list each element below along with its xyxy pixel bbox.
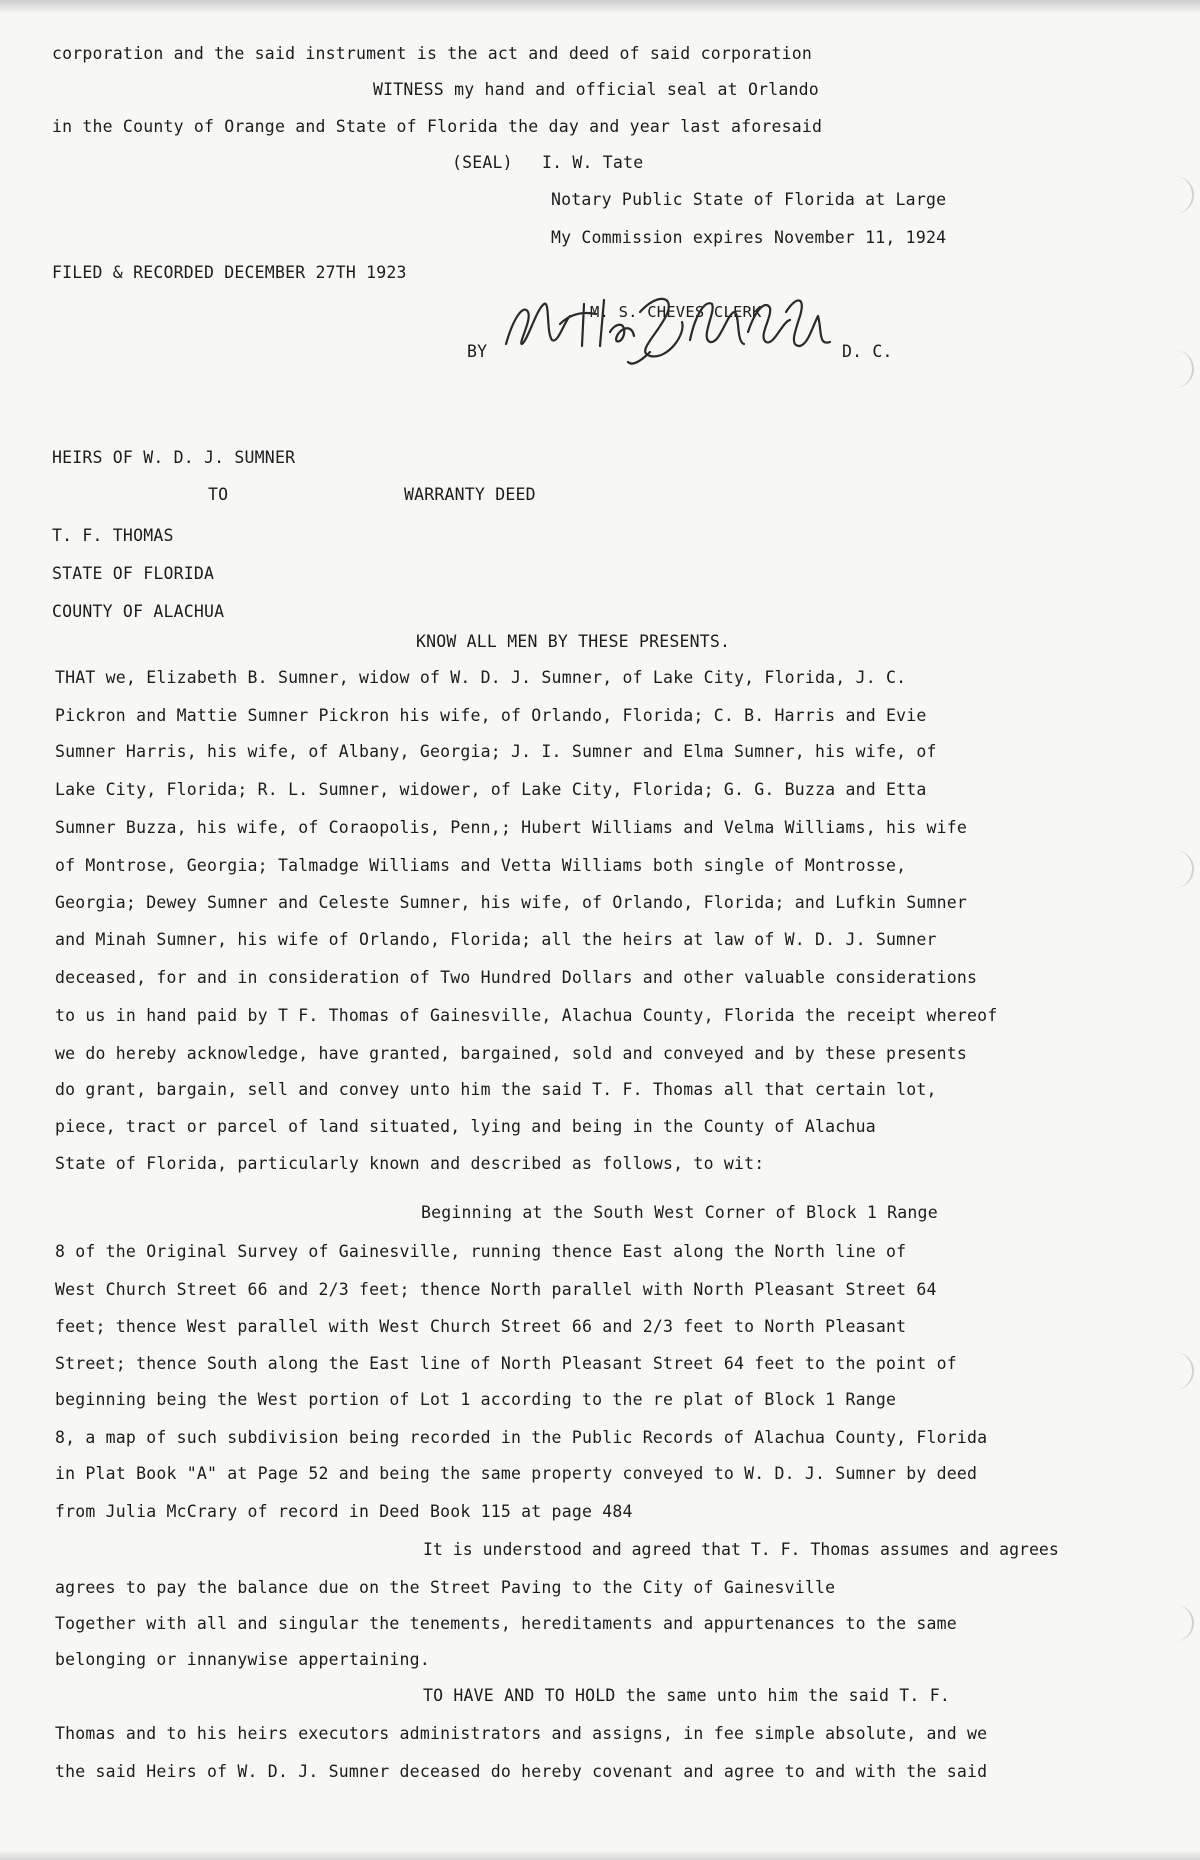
body-line: and Minah Sumner, his wife of Orlando, Florida; all the heirs at law of W. D. J. Sumner	[55, 930, 937, 949]
body-line: TO HAVE AND TO HOLD the same unto him the said T. F.	[423, 1686, 950, 1705]
body-line: Sumner Buzza, his wife, of Coraopolis, Penn,; Hubert Williams and Velma Williams, his wife	[55, 818, 968, 837]
to-heading: TO	[208, 485, 229, 504]
binder-hole-mark	[1170, 176, 1194, 214]
body-line: the said Heirs of W. D. J. Sumner deceased do hereby covenant and agree to and with the said	[55, 1762, 988, 1781]
body-line: from Julia McCrary of record in Deed Book 115 at page 484	[55, 1502, 633, 1521]
body-line: Lake City, Florida; R. L. Sumner, widower, of Lake City, Florida; G. G. Buzza and Etta	[55, 780, 927, 799]
page-edge-bottom	[0, 1850, 1200, 1860]
deed-type-heading: WARRANTY DEED	[404, 485, 536, 504]
text-line: corporation and the said instrument is the act and deed of said corporation	[52, 44, 813, 63]
body-line: Georgia; Dewey Sumner and Celeste Sumner, his wife, of Orlando, Florida; and Lufkin Sumner	[55, 893, 968, 912]
county-heading: COUNTY OF ALACHUA	[52, 602, 225, 621]
body-line: Thomas and to his heirs executors administrators and assigns, in fee simple absolute, and we	[55, 1724, 988, 1743]
commission-expiry: My Commission expires November 11, 1924	[551, 228, 947, 247]
body-line: Pickron and Mattie Sumner Pickron his wife, of Orlando, Florida; C. B. Harris and Evie	[55, 706, 927, 725]
body-line: Sumner Harris, his wife, of Albany, Georgia; J. I. Sumner and Elma Sumner, his wife, of	[55, 742, 937, 761]
state-heading: STATE OF FLORIDA	[52, 564, 215, 583]
body-line: Beginning at the South West Corner of Block 1 Range	[421, 1203, 938, 1222]
body-line: to us in hand paid by T F. Thomas of Gainesville, Alachua County, Florida the receipt whereof	[55, 1006, 998, 1025]
know-all-heading: KNOW ALL MEN BY THESE PRESENTS.	[416, 632, 731, 651]
by-label: BY	[467, 342, 488, 361]
handwritten-signature	[500, 282, 835, 367]
body-line: in Plat Book "A" at Page 52 and being the same property conveyed to W. D. J. Sumner by deed	[55, 1464, 978, 1483]
filed-recorded: FILED & RECORDED DECEMBER 27TH 1923	[52, 263, 407, 282]
body-line: 8, a map of such subdivision being recorded in the Public Records of Alachua County, Florida	[55, 1428, 988, 1447]
binder-hole-mark	[1170, 850, 1194, 888]
body-line: do grant, bargain, sell and convey unto him the said T. F. Thomas all that certain lot,	[55, 1080, 937, 1099]
notary-title: Notary Public State of Florida at Large	[551, 190, 947, 209]
clerk-name: M. S. CHEVES CLERK	[590, 303, 762, 321]
grantee-heading: T. F. THOMAS	[52, 526, 174, 545]
body-line: of Montrose, Georgia; Talmadge Williams and Vetta Williams both single of Montrosse,	[55, 856, 907, 875]
body-line: beginning being the West portion of Lot 1 according to the re plat of Block 1 Range	[55, 1390, 897, 1409]
body-line: Together with all and singular the tenements, hereditaments and appurtenances to the same	[55, 1614, 957, 1633]
page-edge-top	[0, 0, 1200, 14]
deputy-clerk-label: D. C.	[842, 342, 893, 361]
grantor-heading: HEIRS OF W. D. J. SUMNER	[52, 448, 296, 467]
binder-hole-mark	[1170, 1352, 1194, 1390]
seal-label: (SEAL)	[452, 153, 513, 172]
body-line: THAT we, Elizabeth B. Sumner, widow of W. D. J. Sumner, of Lake City, Florida, J. C.	[55, 668, 907, 687]
notary-name: I. W. Tate	[542, 153, 644, 172]
text-line: in the County of Orange and State of Florida the day and year last aforesaid	[52, 117, 823, 136]
body-line: 8 of the Original Survey of Gainesville, running thence East along the North line of	[55, 1242, 907, 1261]
body-line: agrees to pay the balance due on the Street Paving to the City of Gainesville	[55, 1578, 836, 1597]
body-line: It is understood and agreed that T. F. Thomas assumes and agrees	[423, 1540, 1059, 1559]
binder-hole-mark	[1170, 1605, 1194, 1641]
body-line: feet; thence West parallel with West Church Street 66 and 2/3 feet to North Pleasant	[55, 1317, 907, 1336]
binder-hole-mark	[1170, 350, 1194, 388]
body-line: State of Florida, particularly known and described as follows, to wit:	[55, 1154, 765, 1173]
body-line: belonging or innanywise appertaining.	[55, 1650, 430, 1669]
body-line: West Church Street 66 and 2/3 feet; thence North parallel with North Pleasant Street 64	[55, 1280, 937, 1299]
body-line: deceased, for and in consideration of Two Hundred Dollars and other valuable considerations	[55, 968, 978, 987]
body-line: Street; thence South along the East line of North Pleasant Street 64 feet to the point of	[55, 1354, 957, 1373]
body-line: piece, tract or parcel of land situated, lying and being in the County of Alachua	[55, 1117, 876, 1136]
text-line: WITNESS my hand and official seal at Orlando	[373, 80, 819, 99]
body-line: we do hereby acknowledge, have granted, bargained, sold and conveyed and by these presents	[55, 1044, 968, 1063]
